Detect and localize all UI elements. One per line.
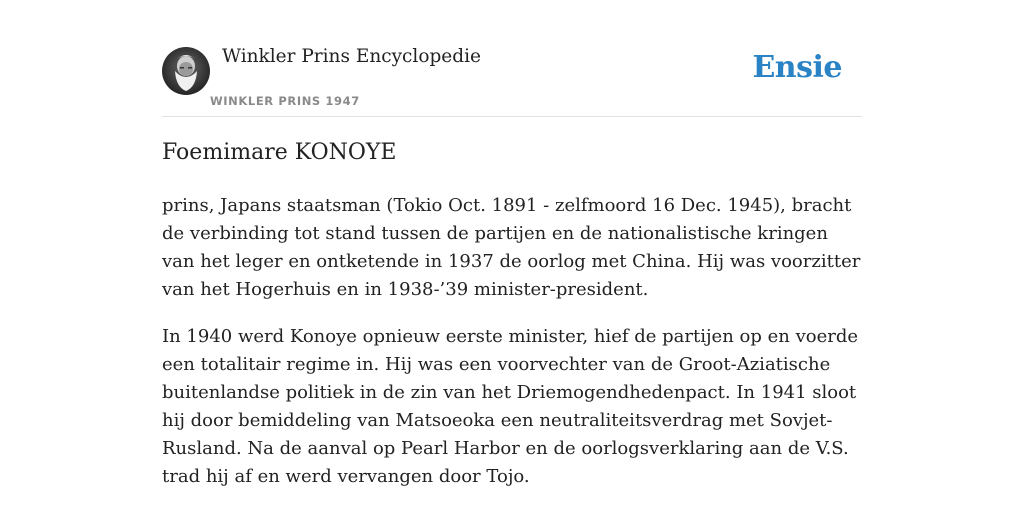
source-title[interactable]: Winkler Prins Encyclopedie xyxy=(222,46,481,67)
article-card xyxy=(162,0,862,512)
article-body xyxy=(162,192,862,510)
bearded-man-portrait-icon[interactable] xyxy=(162,47,210,95)
source-subtitle: WINKLER PRINS 1947 xyxy=(210,94,360,108)
article-title: Foemimare KONOYE xyxy=(162,140,397,165)
article-paragraph: prins, Japans staatsman (Tokio Oct. 1891 - zelfmoord 16 Dec. 1945), bracht de verbinding tot stand tussen de partijen en de nationalistische kringen van het leger en ontketende in 1937 de oorlog met China. Hij was voorzitter van het Hogerhuis en in 1938-’39 minister-president. xyxy=(162,195,861,300)
brand-logo[interactable]: Ensie xyxy=(752,50,842,85)
article-paragraph: In 1940 werd Konoye opnieuw eerste minister, hief de partijen op en voerde een totalitair regime in. Hij was een voorvechter van de Groot-Aziatische buitenlandse politiek in de zin van het Driemogendhedenpact. In 1941 sloot hij door bemiddeling van Matsoeoka een neutraliteitsverdrag met Sovjet-Rusland. Na de aanval op Pearl Harbor en de oorlogsverklaring aan de V.S. trad hij af en werd vervangen door Tojo. xyxy=(162,326,859,487)
article-header xyxy=(162,0,862,117)
